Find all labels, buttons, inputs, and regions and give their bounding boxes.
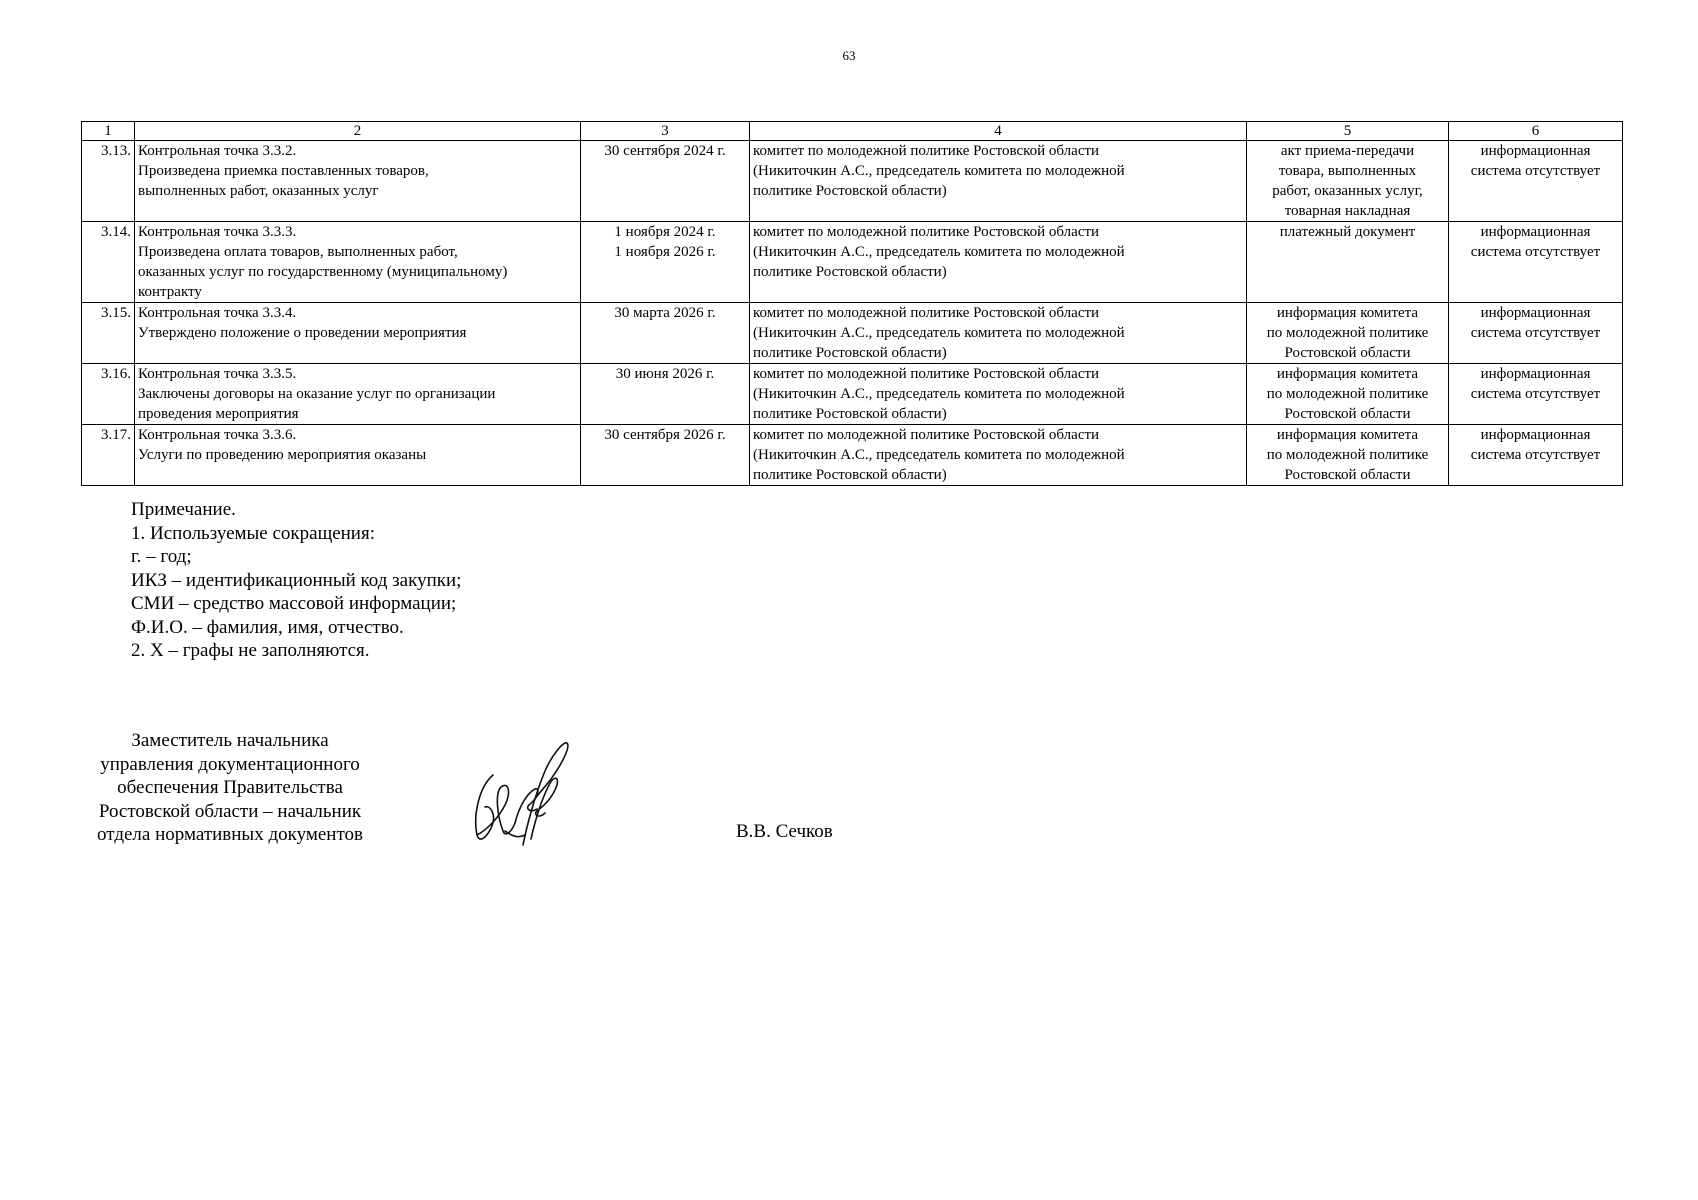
cell-line: товарная накладная xyxy=(1284,203,1411,219)
signatory-position xyxy=(82,729,378,847)
control-point-cell xyxy=(135,303,581,364)
cell-line: Утверждено положение о проведении мероприятия xyxy=(138,325,467,341)
cell-line: комитет по молодежной политике Ростовской области xyxy=(753,305,1100,321)
row-number-cell: 3.17. xyxy=(82,425,135,486)
cell-line: политике Ростовской области) xyxy=(753,264,947,280)
cell-line: оказанных услуг по государственному (муниципальному) xyxy=(138,264,508,280)
cell-line: 1 ноября 2026 г. xyxy=(614,244,716,260)
confirming-document-cell xyxy=(1247,141,1449,222)
deadline-cell xyxy=(581,141,750,222)
cell-line: информационная xyxy=(1480,366,1591,382)
cell-line: информационная xyxy=(1480,224,1591,240)
signatory-position-line: Ростовской области – начальник xyxy=(98,800,362,822)
cell-line: система отсутствует xyxy=(1470,447,1601,463)
column-header: 5 xyxy=(1247,122,1449,141)
deadline-cell xyxy=(581,364,750,425)
cell-line: Услуги по проведению мероприятия оказаны xyxy=(138,447,427,463)
column-header: 2 xyxy=(135,122,581,141)
signatory-position-line: Заместитель начальника xyxy=(131,730,329,751)
information-system-cell xyxy=(1449,303,1623,364)
cell-line: Контрольная точка 3.3.3. xyxy=(138,224,297,240)
signatory-position-line: отдела нормативных документов xyxy=(97,824,363,845)
cell-line: Произведена приемка поставленных товаров, xyxy=(138,163,429,179)
confirming-document-cell xyxy=(1247,425,1449,486)
cell-line: платежный документ xyxy=(1279,224,1416,240)
cell-line: Контрольная точка 3.3.6. xyxy=(138,427,297,443)
cell-line: товара, выполненных xyxy=(1278,163,1417,179)
note-line: ИКЗ – идентификационный код закупки; xyxy=(131,569,462,591)
cell-line: 30 сентября 2026 г. xyxy=(604,427,726,443)
row-number-cell: 3.13. xyxy=(82,141,135,222)
cell-line: проведения мероприятия xyxy=(138,406,299,422)
control-point-cell xyxy=(135,222,581,303)
handwritten-signature xyxy=(465,735,575,850)
responsible-cell xyxy=(750,364,1247,425)
cell-line: акт приема-передачи xyxy=(1280,143,1415,159)
cell-line: работ, оказанных услуг, xyxy=(1272,183,1423,199)
notes-heading: Примечание. xyxy=(131,499,236,520)
table-row xyxy=(82,303,1623,364)
signatory-name: В.В. Сечков xyxy=(736,821,833,842)
control-points-table xyxy=(81,121,1623,486)
cell-line: информационная xyxy=(1480,305,1591,321)
cell-line: 1 ноября 2024 г. xyxy=(614,224,716,240)
cell-line: политике Ростовской области) xyxy=(753,183,947,199)
information-system-cell xyxy=(1449,425,1623,486)
cell-line: система отсутствует xyxy=(1470,244,1601,260)
responsible-cell xyxy=(750,141,1247,222)
cell-line: Контрольная точка 3.3.2. xyxy=(138,143,297,159)
note-line: 2. X – графы не заполняются. xyxy=(131,640,370,661)
information-system-cell xyxy=(1449,364,1623,425)
cell-line: комитет по молодежной политике Ростовской области xyxy=(753,143,1100,159)
cell-line: Ростовской области xyxy=(1284,406,1411,422)
cell-line: (Никиточкин А.С., председатель комитета по молодежной xyxy=(753,163,1125,179)
cell-line: Контрольная точка 3.3.4. xyxy=(138,305,297,321)
cell-line: информация комитета xyxy=(1276,427,1419,443)
cell-line: политике Ростовской области) xyxy=(753,406,947,422)
column-header: 3 xyxy=(581,122,750,141)
cell-line: Ростовской области xyxy=(1284,345,1411,361)
cell-line: информационная xyxy=(1480,143,1591,159)
row-number-cell: 3.15. xyxy=(82,303,135,364)
information-system-cell xyxy=(1449,222,1623,303)
row-number-cell: 3.14. xyxy=(82,222,135,303)
control-point-cell xyxy=(135,364,581,425)
column-header: 1 xyxy=(82,122,135,141)
deadline-cell xyxy=(581,425,750,486)
cell-line: Заключены договоры на оказание услуг по организации xyxy=(138,386,496,402)
cell-line: (Никиточкин А.С., председатель комитета по молодежной xyxy=(753,325,1125,341)
cell-line: комитет по молодежной политике Ростовской области xyxy=(753,224,1100,240)
cell-line: 30 марта 2026 г. xyxy=(614,305,716,321)
cell-line: система отсутствует xyxy=(1470,325,1601,341)
cell-line: система отсутствует xyxy=(1470,163,1601,179)
deadline-cell xyxy=(581,303,750,364)
cell-line: информация комитета xyxy=(1276,366,1419,382)
cell-line: контракту xyxy=(138,284,202,300)
signatory-position-line: обеспечения Правительства xyxy=(117,777,343,798)
confirming-document-cell xyxy=(1247,303,1449,364)
cell-line: (Никиточкин А.С., председатель комитета по молодежной xyxy=(753,244,1125,260)
table-row xyxy=(82,364,1623,425)
note-line: 1. Используемые сокращения: xyxy=(131,522,375,544)
cell-line: по молодежной политике xyxy=(1266,447,1429,463)
responsible-cell xyxy=(750,222,1247,303)
note-line: Ф.И.О. – фамилия, имя, отчество. xyxy=(131,616,404,638)
column-header: 4 xyxy=(750,122,1247,141)
responsible-cell xyxy=(750,425,1247,486)
control-point-cell xyxy=(135,425,581,486)
table-row xyxy=(82,141,1623,222)
table-row xyxy=(82,222,1623,303)
information-system-cell xyxy=(1449,141,1623,222)
control-point-cell xyxy=(135,141,581,222)
signatory-position-line: управления документационного xyxy=(100,753,360,775)
page-number: 63 xyxy=(842,48,856,63)
cell-line: (Никиточкин А.С., председатель комитета по молодежной xyxy=(753,386,1125,402)
confirming-document-cell xyxy=(1247,222,1449,303)
column-header: 6 xyxy=(1449,122,1623,141)
cell-line: система отсутствует xyxy=(1470,386,1601,402)
cell-line: выполненных работ, оказанных услуг xyxy=(138,183,379,199)
table-header-row xyxy=(82,122,1623,141)
table-row xyxy=(82,425,1623,486)
deadline-cell xyxy=(581,222,750,303)
note-line: г. – год; xyxy=(131,546,192,567)
responsible-cell xyxy=(750,303,1247,364)
confirming-document-cell xyxy=(1247,364,1449,425)
note-line: СМИ – средство массовой информации; xyxy=(131,593,457,614)
cell-line: Ростовской области xyxy=(1284,467,1411,483)
notes-block xyxy=(131,498,461,663)
row-number-cell: 3.16. xyxy=(82,364,135,425)
cell-line: Контрольная точка 3.3.5. xyxy=(138,366,297,382)
cell-line: политике Ростовской области) xyxy=(753,467,947,483)
cell-line: по молодежной политике xyxy=(1266,386,1429,402)
cell-line: информация комитета xyxy=(1276,305,1419,321)
cell-line: комитет по молодежной политике Ростовской области xyxy=(753,427,1100,443)
cell-line: политике Ростовской области) xyxy=(753,345,947,361)
cell-line: по молодежной политике xyxy=(1266,325,1429,341)
cell-line: 30 июня 2026 г. xyxy=(615,366,715,382)
cell-line: 30 сентября 2024 г. xyxy=(604,143,726,159)
cell-line: информационная xyxy=(1480,427,1591,443)
cell-line: (Никиточкин А.С., председатель комитета по молодежной xyxy=(753,447,1125,463)
cell-line: комитет по молодежной политике Ростовской области xyxy=(753,366,1100,382)
cell-line: Произведена оплата товаров, выполненных работ, xyxy=(138,244,458,260)
